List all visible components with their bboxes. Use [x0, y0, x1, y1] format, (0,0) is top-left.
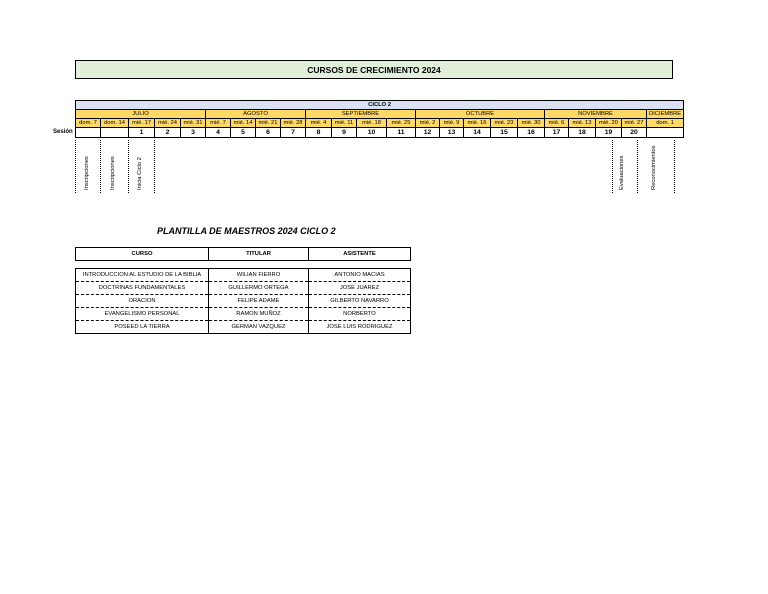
session-cell: 5: [231, 128, 256, 138]
session-cell: [101, 128, 129, 138]
plantilla-title: PLANTILLA DE MAESTROS 2024 CICLO 2: [157, 226, 336, 236]
date-cell: mié. 14: [231, 119, 256, 128]
calendar-table: [75, 100, 684, 138]
header-titular: TITULAR: [209, 248, 309, 261]
month-cell: AGOSTO: [206, 110, 306, 119]
titular-cell: WILIAN FIERRO: [209, 269, 309, 282]
session-cell: 17: [545, 128, 569, 138]
month-cell: JULIO: [76, 110, 206, 119]
date-cell: mié. 21: [256, 119, 281, 128]
asistente-cell: GILBERTO NAVARRO: [309, 295, 411, 308]
table-row: [76, 295, 411, 308]
course-cell: POSEED LA TIERRA: [76, 321, 209, 334]
session-cell: 11: [387, 128, 416, 138]
dotted-guide: [128, 140, 129, 193]
month-cell: SEPTIEMBRE: [306, 110, 416, 119]
session-cell: 18: [569, 128, 596, 138]
date-cell: mié. 17: [129, 119, 155, 128]
dotted-guide: [75, 140, 76, 193]
session-cell: [76, 128, 101, 138]
session-cell: 6: [256, 128, 281, 138]
session-cell: 7: [281, 128, 306, 138]
note-inicia-ciclo: Inicia Ciclo 2: [137, 157, 143, 190]
page-title: CURSOS DE CRECIMIENTO 2024: [75, 60, 673, 79]
date-cell: mié. 20: [596, 119, 622, 128]
table-row: [76, 269, 411, 282]
month-cell: DICIEMBRE: [647, 110, 684, 119]
dotted-guide: [612, 140, 613, 193]
date-cell: mié. 2: [416, 119, 440, 128]
date-cell: mié. 23: [491, 119, 518, 128]
note-inscripciones-2: Inscripciones: [110, 156, 116, 190]
header-curso: CURSO: [76, 248, 209, 261]
table-row: [76, 282, 411, 295]
titular-cell: RAMON MUÑOZ: [209, 308, 309, 321]
session-cell: 2: [155, 128, 181, 138]
asistente-cell: ANTONIO MACIAS: [309, 269, 411, 282]
date-cell: mié. 28: [281, 119, 306, 128]
date-cell: dom. 7: [76, 119, 101, 128]
note-inscripciones-1: Inscripciones: [84, 156, 90, 190]
date-cell: mié. 27: [622, 119, 647, 128]
asistente-cell: JOSE JUAREZ: [309, 282, 411, 295]
course-cell: DOCTRINAS FUNDAMENTALES: [76, 282, 209, 295]
dotted-guide: [154, 140, 155, 193]
session-cell: 15: [491, 128, 518, 138]
session-cell: 8: [306, 128, 332, 138]
session-cell: 12: [416, 128, 440, 138]
date-cell: mié. 18: [357, 119, 387, 128]
session-cell: 10: [357, 128, 387, 138]
date-cell: mié. 16: [464, 119, 491, 128]
ciclo-label: CICLO 2: [76, 101, 684, 110]
asistente-cell: JOSE LUIS RODRIGUEZ: [309, 321, 411, 334]
session-cell: 16: [518, 128, 545, 138]
date-cell: mié. 25: [387, 119, 416, 128]
month-cell: NOVIEMBRE: [545, 110, 647, 119]
session-cell: [647, 128, 684, 138]
titular-cell: FELIPE ADAME: [209, 295, 309, 308]
titular-cell: GUILLERMO ORTEGA: [209, 282, 309, 295]
session-cell: 14: [464, 128, 491, 138]
dotted-guide: [100, 140, 101, 193]
session-cell: 9: [332, 128, 357, 138]
date-cell: mié. 7: [206, 119, 231, 128]
date-cell: mié. 11: [332, 119, 357, 128]
date-cell: mié. 4: [306, 119, 332, 128]
date-cell: mié. 13: [569, 119, 596, 128]
course-cell: EVANGELISMO PERSONAL: [76, 308, 209, 321]
course-cell: INTRODUCCION AL ESTUDIO DE LA BIBLIA: [76, 269, 209, 282]
table-row: [76, 321, 411, 334]
asistente-cell: NORBERTO: [309, 308, 411, 321]
note-evaluaciones: Evaluaciones: [619, 155, 625, 190]
date-cell: mié. 9: [440, 119, 464, 128]
table-row: [76, 308, 411, 321]
teachers-header-table: [75, 247, 411, 261]
session-cell: 1: [129, 128, 155, 138]
dotted-guide: [674, 140, 675, 193]
session-cell: 20: [622, 128, 647, 138]
titular-cell: GERMAN VAZQUEZ: [209, 321, 309, 334]
session-label: Sesión: [53, 129, 73, 135]
date-cell: mié. 30: [518, 119, 545, 128]
session-cell: 4: [206, 128, 231, 138]
date-cell: mié. 6: [545, 119, 569, 128]
session-cell: 19: [596, 128, 622, 138]
date-cell: mié. 31: [181, 119, 206, 128]
session-cell: 3: [181, 128, 206, 138]
teachers-table: [75, 268, 411, 334]
note-reconocimientos: Reconocimientos: [651, 145, 657, 190]
date-cell: dom. 14: [101, 119, 129, 128]
session-cell: 13: [440, 128, 464, 138]
dotted-guide: [637, 140, 638, 193]
course-cell: ORACION: [76, 295, 209, 308]
date-cell: mié. 24: [155, 119, 181, 128]
date-cell: dom. 1: [647, 119, 684, 128]
month-cell: OCTUBRE: [416, 110, 545, 119]
header-asistente: ASISTENTE: [309, 248, 411, 261]
